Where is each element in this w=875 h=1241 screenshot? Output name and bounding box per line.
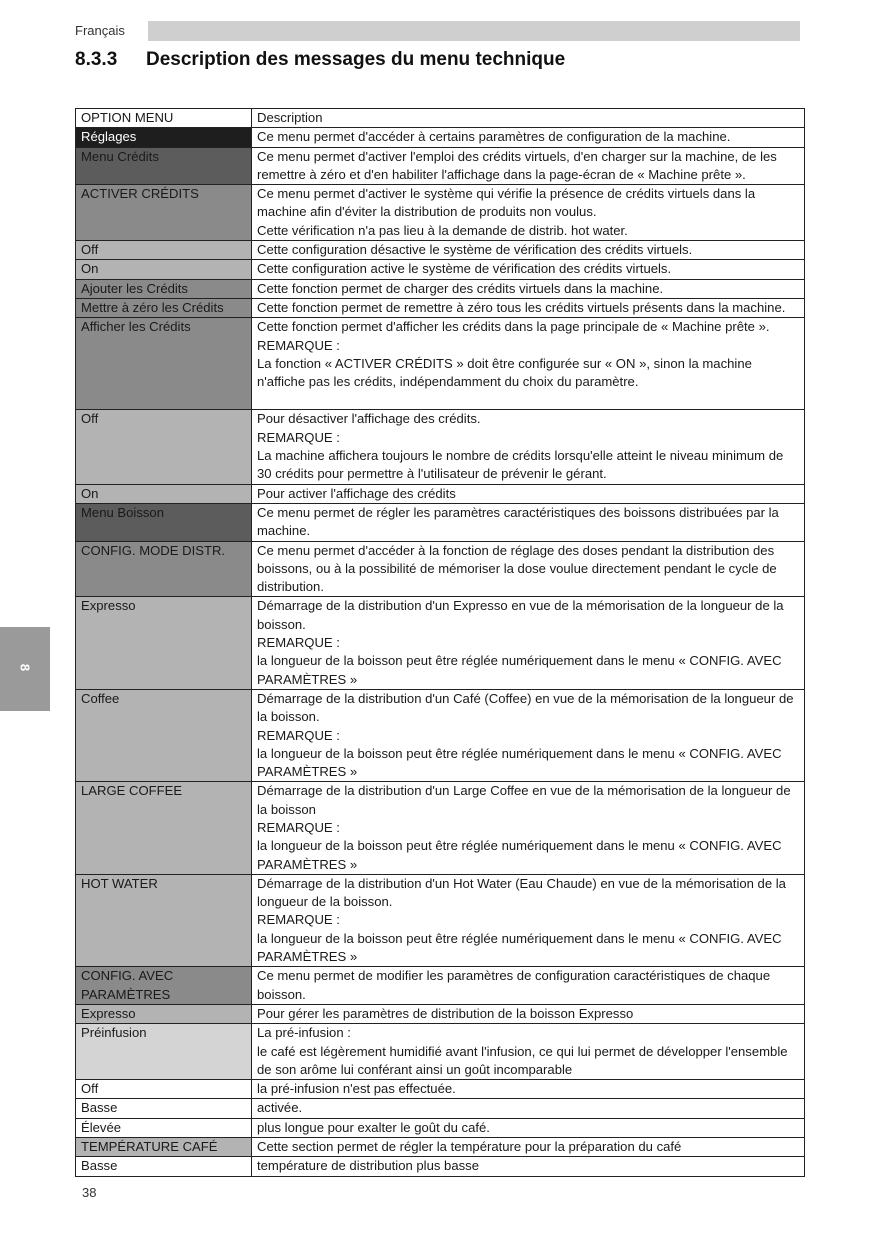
description-line: Pour gérer les paramètres de distribution de la boisson Expresso [257, 1005, 634, 1021]
option-cell: Afficher les Crédits [76, 318, 252, 410]
description-line: REMARQUE : [257, 635, 340, 651]
description-line: REMARQUE : [257, 912, 340, 928]
option-cell: Off [76, 410, 252, 484]
description-cell [252, 1138, 805, 1157]
option-cell: On [76, 260, 252, 279]
option-cell: Menu Crédits [76, 147, 252, 185]
description-line: Cette fonction permet de remettre à zéro tous les crédits virtuels présents dans la machine. [257, 299, 786, 315]
table-row [76, 410, 805, 484]
description-line: Pour désactiver l'affichage des crédits. [257, 411, 481, 427]
description-cell [252, 597, 805, 689]
option-cell: CONFIG. MODE DISTR. [76, 541, 252, 597]
description-cell [252, 689, 805, 781]
description-cell [252, 318, 805, 410]
description-line: REMARQUE : [257, 429, 340, 445]
description-cell [252, 967, 805, 1005]
table-row [76, 1024, 805, 1080]
option-cell: On [76, 484, 252, 503]
section-title: Description des messages du menu technique [146, 49, 566, 70]
table-row [76, 241, 805, 260]
option-cell: Off [76, 241, 252, 260]
description-line: La pré-infusion : [257, 1025, 351, 1041]
table-row [76, 279, 805, 298]
table-row [76, 128, 805, 147]
option-cell: Élevée [76, 1118, 252, 1137]
description-line: Ce menu permet d'activer le système qui vérifie la présence de crédits virtuels dans la machine afin d'éviter la distribution de produits non voulus. [257, 186, 756, 220]
option-cell: Expresso [76, 1004, 252, 1023]
description-line: La machine affichera toujours le nombre de crédits lorsqu'elle atteint le niveau minimum de 30 crédits pour permettre à l'utilisateur de prévenir le gérant. [257, 448, 784, 482]
chapter-tab-label: 8 [17, 663, 33, 672]
header-bar [148, 21, 800, 41]
header-option-cell: OPTION MENU [76, 109, 252, 128]
description-line: la pré-infusion n'est pas effectuée. [257, 1081, 456, 1097]
table-row [76, 689, 805, 781]
description-line: la longueur de la boisson peut être réglée numériquement dans le menu « CONFIG. AVEC PARAMÈTRES » [257, 930, 782, 965]
description-line: Démarrage de la distribution d'un Large Coffee en vue de la mémorisation de la longueur de la boisson [257, 783, 791, 817]
description-line: la longueur de la boisson peut être réglée numériquement dans le menu « CONFIG. AVEC PARAMÈTRES » [257, 838, 782, 872]
table-row [76, 185, 805, 241]
table-row [76, 1004, 805, 1023]
description-line: Démarrage de la distribution d'un Expresso en vue de la mémorisation de la longueur de la boisson. [257, 598, 784, 632]
table-row [76, 260, 805, 279]
table-row [76, 782, 805, 874]
option-cell: Basse [76, 1157, 252, 1176]
table-row [76, 147, 805, 185]
table-row [76, 541, 805, 597]
option-cell: Mettre à zéro les Crédits [76, 298, 252, 317]
description-cell [252, 279, 805, 298]
section-heading [75, 49, 565, 71]
description-cell [252, 185, 805, 241]
option-cell: Coffee [76, 689, 252, 781]
description-line: plus longue pour exalter le goût du café. [257, 1119, 490, 1135]
chapter-tab [0, 627, 50, 711]
table-row [76, 1080, 805, 1099]
table-row [76, 967, 805, 1005]
description-line: activée. [257, 1100, 303, 1116]
description-line: Cette fonction permet d'afficher les crédits dans la page principale de « Machine prête ». [257, 319, 770, 335]
description-line: Démarrage de la distribution d'un Hot Water (Eau Chaude) en vue de la mémorisation de la longueur de la boisson. [257, 875, 786, 910]
table-row [76, 597, 805, 689]
page-number: 38 [82, 1185, 97, 1200]
description-cell [252, 298, 805, 317]
section-number: 8.3.3 [75, 49, 118, 70]
description-cell [252, 874, 805, 966]
option-cell: Basse [76, 1099, 252, 1118]
description-line: Démarrage de la distribution d'un Café (Coffee) en vue de la mémorisation de la longueur de la boisson. [257, 690, 794, 725]
description-line: REMARQUE : [257, 727, 340, 743]
option-cell: CONFIG. AVEC PARAMÈTRES [76, 967, 252, 1005]
table-row [76, 1157, 805, 1176]
description-cell [252, 410, 805, 484]
option-cell: Ajouter les Crédits [76, 279, 252, 298]
description-cell [252, 1024, 805, 1080]
description-line: la longueur de la boisson peut être réglée numériquement dans le menu « CONFIG. AVEC PARAMÈTRES » [257, 745, 782, 780]
option-cell: Expresso [76, 597, 252, 689]
table-row [76, 298, 805, 317]
option-cell: HOT WATER [76, 874, 252, 966]
option-cell: TEMPÉRATURE CAFÉ [76, 1138, 252, 1157]
table-row [76, 318, 805, 410]
description-line: REMARQUE : [257, 337, 340, 353]
header-description-cell: Description [252, 109, 805, 128]
table-header-row [76, 109, 805, 128]
menu-options-table [75, 108, 805, 1177]
description-cell [252, 128, 805, 147]
description-cell [252, 1080, 805, 1099]
description-cell [252, 1099, 805, 1118]
description-line: Cette configuration désactive le système de vérification des crédits virtuels. [257, 242, 693, 258]
option-cell: ACTIVER CRÉDITS [76, 185, 252, 241]
description-line: Ce menu permet d'activer l'emploi des crédits virtuels, d'en charger sur la machine, de les remettre à zéro et d'en habiliter l'affichage dans la page-écran de « Machine prête ». [257, 148, 777, 182]
table-row [76, 874, 805, 966]
description-line: le café est légèrement humidifié avant l'infusion, ce qui lui permet de développer l'ensemble de son arôme lui conférant ainsi un goût incomparable [257, 1043, 788, 1077]
description-cell [252, 147, 805, 185]
table-row [76, 1099, 805, 1118]
table-row [76, 1138, 805, 1157]
option-cell: Off [76, 1080, 252, 1099]
table-row [76, 1118, 805, 1137]
option-cell: Préinfusion [76, 1024, 252, 1080]
description-cell [252, 503, 805, 541]
description-line: Cette fonction permet de charger des crédits virtuels dans la machine. [257, 280, 664, 296]
description-line: Cette section permet de régler la température pour la préparation du café [257, 1139, 682, 1155]
description-cell [252, 241, 805, 260]
description-cell [252, 1004, 805, 1023]
description-line: Ce menu permet d'accéder à la fonction de réglage des doses pendant la distribution des boissons, ou à la possibilité de mémoriser la dose voulue directement pendant le cycle de distribution. [257, 542, 777, 595]
description-line: Pour activer l'affichage des crédits [257, 485, 456, 501]
description-line: température de distribution plus basse [257, 1158, 479, 1174]
table-row [76, 503, 805, 541]
description-line: Ce menu permet d'accéder à certains paramètres de configuration de la machine. [257, 129, 731, 145]
description-line: Cette vérification n'a pas lieu à la demande de distrib. hot water. [257, 222, 628, 238]
description-line: la longueur de la boisson peut être réglée numériquement dans le menu « CONFIG. AVEC PARAMÈTRES » [257, 653, 782, 687]
option-cell: Réglages [76, 128, 252, 147]
language-label: Français [75, 23, 125, 38]
description-line: La fonction « ACTIVER CRÉDITS » doit être configurée sur « ON », sinon la machine n'affiche pas les crédits, indépendamment du choix du paramètre. [257, 355, 752, 390]
description-line: REMARQUE : [257, 819, 340, 835]
description-cell [252, 1118, 805, 1137]
description-cell [252, 782, 805, 874]
description-cell [252, 260, 805, 279]
option-cell: Menu Boisson [76, 503, 252, 541]
option-cell: LARGE COFFEE [76, 782, 252, 874]
description-line: Ce menu permet de modifier les paramètres de configuration caractéristiques de chaque boisson. [257, 968, 771, 1002]
table-row [76, 484, 805, 503]
description-cell [252, 484, 805, 503]
description-line: Cette configuration active le système de vérification des crédits virtuels. [257, 261, 672, 277]
description-cell [252, 1157, 805, 1176]
description-cell [252, 541, 805, 597]
description-line: Ce menu permet de régler les paramètres caractéristiques des boissons distribuées par la machine. [257, 504, 779, 539]
